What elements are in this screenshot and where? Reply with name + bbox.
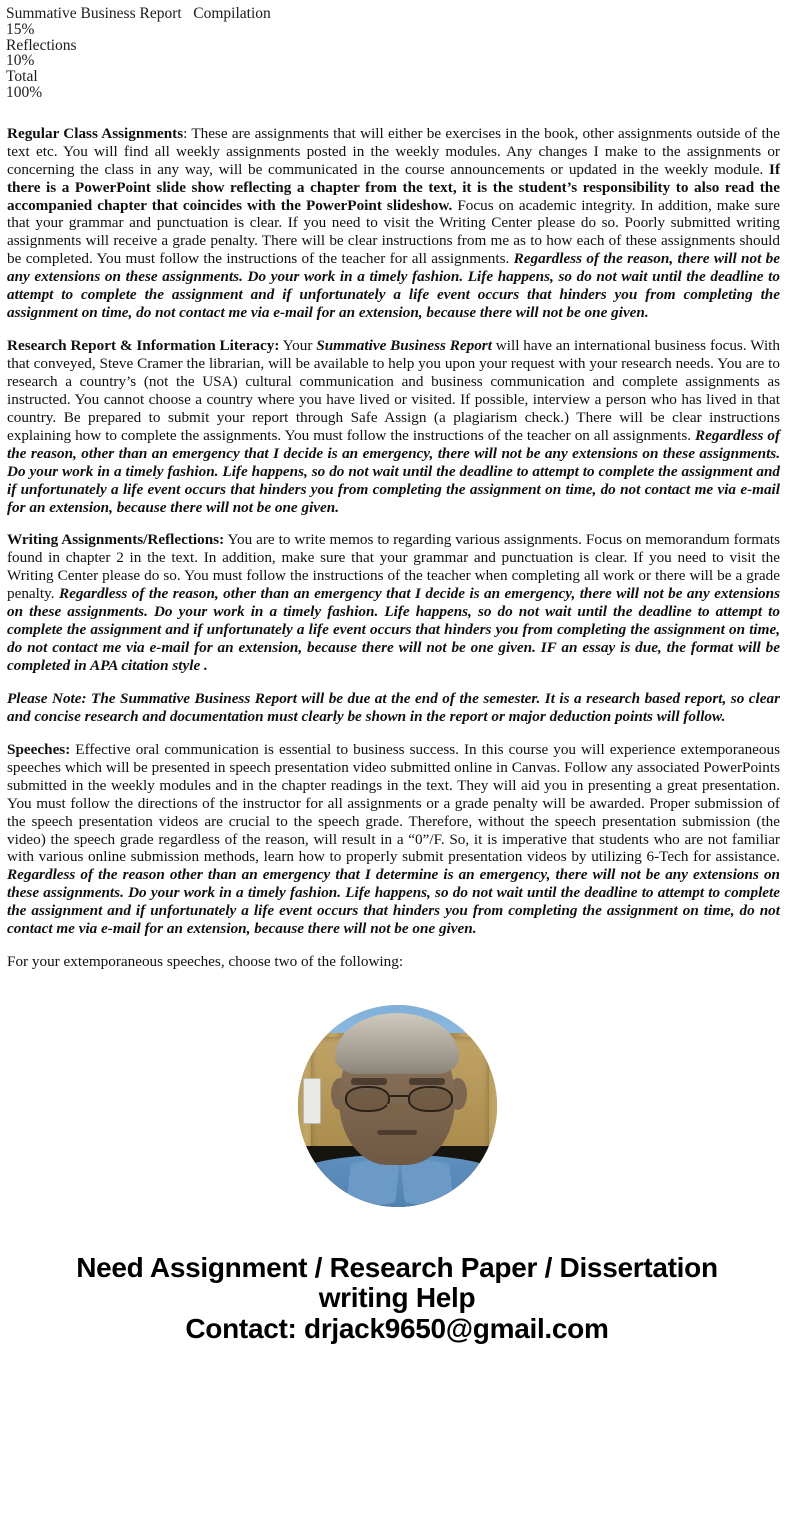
paragraph-please-note [6,690,788,726]
photo-lens-right [408,1086,453,1112]
grade-row-total-percent: 100% [6,83,43,101]
wa-policy-statement: Regardless of the reason, other than an emergency that I decide is an emergency, there will not be any extensions on these assignments. Do your work in a timely fashion. Life happens, so do not wait until the deadline to attempt to complete the assignment and if unfortunately a life event occurs that hinders you from completing the assignment on time, do not contact me via e-mail for an extension, because there will not be one given. IF an essay is due, the format will be completed in APA citation style . [7,585,780,675]
promo-line-2: writing Help [318,1282,476,1314]
portrait-container [6,1005,788,1207]
rr-report-title: Summative Business Report [316,337,492,355]
paragraph-research-report [6,337,788,516]
paragraph-writing-assignments [6,531,788,675]
please-note-statement: Please Note: The Summative Business Report will be due at the end of the semester. It is a research based report, so clear and concise research and documentation must clearly be shown in the report or major deduction points will follow. [7,689,780,725]
promo-line-1: Need Assignment / Research Paper / Dissertation [76,1252,718,1284]
avatar [298,1005,497,1207]
rca-text-2: Focus on academic integrity. In addition, make sure that your grammar and punctuation is clear. If you need to visit the Writing Center please do so. Poorly submitted writing assignments will receive a grade penalty. There will be clear instructions from me as to how each of these assignments should be completed. You must follow the instructions of the teacher for all assignments. [7,196,780,268]
photo-mouth [377,1130,417,1135]
photo-light-switch [303,1078,321,1124]
grade-row-reflections: Reflections [6,36,77,54]
wa-text-1: You are to write memos to regarding various assignments. Focus on memorandum formats found in chapter 2 in the text. In addition, make sure that your grammar and punctuation is clear. If you need to visit the Writing Center please do so. You must follow the instructions of the teacher when completing all work or there will be a grade penalty. [7,531,780,603]
rr-text-2: will have an international business focus. With that conveyed, Steve Cramer the librarian, will be available to help you upon your request with your research needs. You are to research a country’s (not the USA) cultural communication and business communication and complete assignments as instructed. You cannot choose a country where you have lived or visited. If possible, interview a person who has lived in that country. Be prepared to submit your report through Safe Assign (a plagiarism check.) There will be clear instructions explaining how to complete the assignments. You must follow the instructions of the teacher on all assignments. [7,337,780,444]
paragraph-regular-class-assignments [6,125,788,322]
syllabus-body [6,125,788,971]
grade-row-total-label: Total [6,68,38,86]
rca-bold-1: If there is a PowerPoint slide show reflecting a chapter from the text, it is the student’s responsibility to also read the accompanied chapter that coincides with the PowerPoint slideshow. [7,160,780,214]
photo-eyebrow-left [351,1078,387,1085]
heading-regular-class-assignments: Regular Class Assignments [7,124,184,142]
rca-policy-statement: Regardless of the reason, there will not be any extensions on these assignments. Do your work in a timely fashion. Life happens, so do not wait until the deadline to attempt to complete the assignment and if unfortunately a life event occurs that hinders you from completing the assignment on time, do not contact me via e-mail for an extension, because there will not be one given. [7,250,780,322]
sp-policy-statement: Regardless of the reason other than an emergency that I determine is an emergency, there will not be any extensions on these assignments. Do your work in a timely fashion. Life happens, so do not wait until the deadline to attempt to complete the assignment and if unfortunately a life event occurs that hinders you from completing the assignment on time, do not contact me via e-mail for an extension, because there will not be one given. [7,866,780,938]
rr-policy-statement: Regardless of the reason, other than an emergency that I decide is an emergency, there will not be any extensions on these assignments. Do your work in a timely fashion. Life happens, so do not wait until the deadline to attempt to complete the assignment and if unfortunately a life event occurs that hinders you from completing the assignment on time, do not contact me via e-mail for an extension, because there will not be one given. [7,426,780,516]
rca-text-1: : These are assignments that will either be exercises in the book, other assignments outside of the text etc. You will find all weekly assignments posted in the weekly modules. Any changes I make to the assignments or concerning the class in any way, will be communicated in the course announcements or updated in the weekly module. [7,124,781,178]
sp-text-1: Effective oral communication is essential to business success. In this course you will experience extemporaneous speeches which will be presented in speech presentation video submitted online in Canvas. Follow any associated PowerPoints submitted in the weekly modules and in the chapter readings in the text. They will aid you in presenting a great presentation. You must follow the directions of the instructor for all assignments or a grade penalty will be awarded. Proper submission of the speech presentation videos are crucial to the speech grade. Therefore, without the speech presentation submission (the video) the speech grade regardless of the reason, will result in a “0”/F. So, it is imperative that students who are not familiar with various online submission methods, learn how to properly submit presentation videos by utilizing 6-Tech for assistance. [7,740,780,866]
promo-contact-email: Contact: drjack9650@gmail.com [185,1312,609,1344]
grade-row-summative-report: Summative Business Report Compilation [6,5,271,22]
photo-eyebrow-right [409,1078,445,1085]
grade-row-summative-percent: 15% [6,20,35,38]
paragraph-closing-line: For your extemporaneous speeches, choose two of the following: [7,953,404,971]
heading-research-report: Research Report & Information Literacy: [7,337,280,355]
photo-glasses-bridge [390,1095,407,1097]
paragraph-speeches [6,741,788,938]
grade-row-reflections-percent: 10% [6,52,35,70]
heading-writing-assignments: Writing Assignments/Reflections: [7,531,225,549]
grade-weights-fragment [6,6,788,101]
photo-lens-left [345,1086,390,1112]
heading-speeches: Speeches: [7,740,71,758]
promo-footer [6,1253,788,1366]
rr-text-1: Your [279,337,317,355]
